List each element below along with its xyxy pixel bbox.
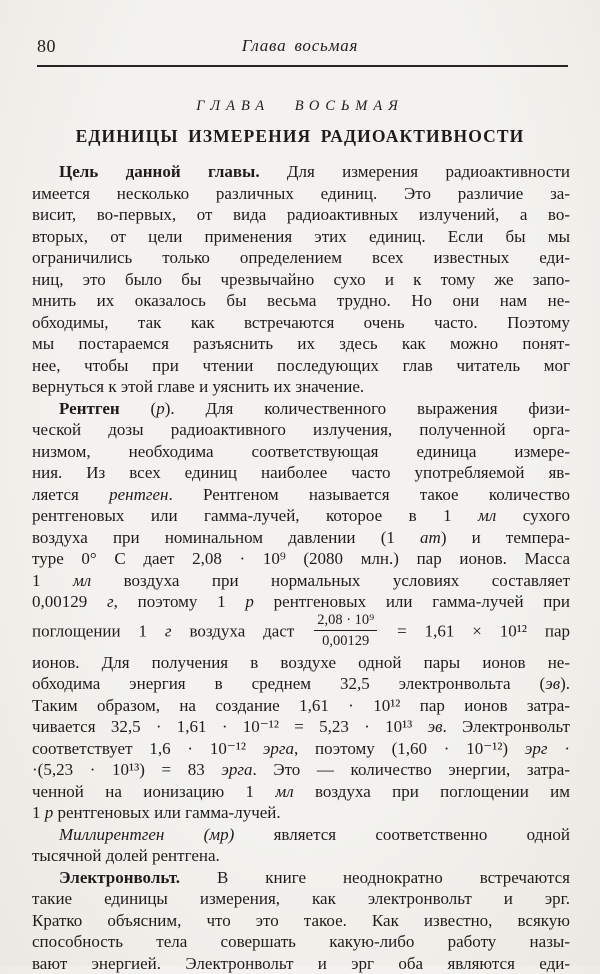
text-line — [32, 695, 570, 717]
text-line — [32, 738, 570, 760]
italic-term: г — [107, 592, 114, 611]
text-segment: ионов. Для получения в воздухе одной пары ионов не- — [32, 652, 570, 672]
text-segment: вернуться к этой главе и уяснить их значение. — [32, 377, 365, 396]
text-segment: ляется — [32, 484, 110, 504]
page-number: 80 — [37, 36, 56, 56]
text-line — [32, 183, 570, 205]
text-line — [32, 419, 570, 441]
text-segment: . Электронвольт — [442, 717, 570, 737]
text-segment: воздуха при номинальном давлении (1 — [32, 527, 421, 547]
italic-term: эрга — [221, 760, 253, 780]
italic-term: ат — [420, 527, 441, 547]
text-segment: = 1,61 × 10¹² пар — [379, 621, 570, 641]
running-header: Глава восьмая — [241, 36, 359, 55]
text-segment: ). — [560, 674, 570, 694]
italic-term: эв — [427, 717, 443, 737]
text-segment: мы постараемся разъяснить их здесь как можно понят- — [32, 334, 570, 353]
italic-term: эрга — [262, 738, 294, 758]
text-line — [32, 953, 570, 974]
italic-term: мл — [72, 570, 92, 590]
text-line — [32, 269, 570, 291]
text-segment: Для измерения радиоактивности — [259, 162, 570, 181]
text-line — [32, 673, 570, 695]
text-segment: воздуха при нормальных условиях составляет — [91, 570, 571, 590]
text-segment: туре 0° С дает 2,08 · 10⁹ (2080 млн.) пар ионов. Масса — [32, 549, 570, 568]
bold-lead-in: Цель данной главы. — [59, 162, 260, 181]
text-segment: ченной на ионизацию 1 — [32, 781, 276, 801]
text-segment: висит, во-первых, от вида радиоактивных излучений, а во- — [32, 205, 570, 224]
text-line — [32, 931, 570, 953]
text-segment: . Это — количество энергии, затра- — [252, 760, 570, 780]
text-segment: поглощении 1 — [32, 621, 165, 641]
text-segment: · — [547, 738, 570, 758]
text-line — [32, 355, 570, 377]
text-segment: , поэтому (1,60 · 10⁻¹²) — [293, 738, 525, 758]
text-segment: рентгеновых или гамма-лучей. — [53, 803, 281, 823]
text-segment: обходима энергия в среднем 32,5 электронвольта ( — [32, 674, 546, 694]
italic-term: рентген — [109, 484, 169, 504]
text-segment: вторых, от цели применения этих единиц. Если бы мы — [32, 226, 570, 246]
header-rule — [37, 65, 568, 67]
italic-term: эрг — [524, 738, 548, 758]
text-line — [32, 716, 570, 738]
text-segment: низмом, необходима соответствующая единица измере- — [32, 441, 570, 461]
text-line — [32, 333, 570, 355]
text-line — [32, 527, 570, 549]
body-text — [0, 161, 600, 974]
text-segment: ). Для количественного выражения физи- — [164, 398, 571, 418]
text-segment: тысячной долей рентгена. — [32, 846, 220, 866]
italic-term: р — [44, 803, 54, 823]
italic-term: эв — [545, 674, 561, 694]
text-line — [32, 398, 570, 420]
text-segment: ния. Из всех единиц наиболее часто употребляемой яв- — [32, 463, 570, 482]
text-line — [32, 226, 570, 248]
text-segment: Кратко объясним, что это такое. Как известно, всякую — [32, 910, 570, 930]
italic-term: Миллирентген (мр) — [59, 824, 235, 844]
fraction-numerator: 2,08 · 10⁹ — [314, 611, 377, 631]
fraction-denominator: 0,00129 — [322, 632, 370, 649]
chapter-title: ЕДИНИЦЫ ИЗМЕРЕНИЯ РАДИОАКТИВНОСТИ — [75, 126, 525, 146]
italic-term: р — [245, 592, 254, 611]
text-segment: рентгеновых или гамма-лучей при — [253, 592, 571, 611]
text-segment: 1 — [32, 570, 73, 590]
text-segment: сухого — [496, 506, 570, 525]
text-segment: рентгеновых или гамма-лучей, которое в 1 — [32, 506, 479, 525]
chapter-kicker: ГЛАВА ВОСЬМАЯ — [196, 98, 404, 114]
text-segment: имеется несколько различных единиц. Это различие за- — [32, 183, 570, 203]
text-line — [32, 290, 570, 312]
text-segment: такие единицы измерения, как электронвольт и эрг. — [32, 889, 570, 909]
text-line — [32, 910, 570, 932]
text-segment: ческой дозы радиоактивного излучения, полученной орга- — [32, 420, 570, 439]
page-header — [0, 0, 600, 60]
text-segment: ( — [119, 398, 157, 418]
text-line — [32, 652, 570, 674]
italic-term: г — [164, 621, 172, 641]
text-line — [32, 505, 570, 527]
text-line — [32, 484, 570, 506]
inline-fraction — [314, 611, 377, 650]
text-line — [32, 759, 570, 781]
text-line — [32, 462, 570, 484]
text-segment: , поэтому 1 — [113, 592, 246, 611]
text-line — [32, 312, 570, 334]
text-line — [32, 613, 570, 652]
bold-lead-in: Электронвольт. — [59, 867, 181, 887]
text-segment: является соответственно одной — [234, 824, 570, 844]
text-segment: чивается 32,5 · 1,61 · 10⁻¹² = 5,23 · 10¹³ — [32, 717, 428, 737]
text-line — [32, 548, 570, 570]
text-segment: обходимы, так как встречаются очень часто. Поэтому — [32, 312, 570, 332]
text-segment: . Рентгеном называется такое количество — [168, 484, 570, 504]
italic-term: р — [156, 398, 165, 418]
text-line — [32, 161, 570, 183]
text-line — [32, 204, 570, 226]
bold-lead-in: Рентген — [59, 398, 120, 418]
text-line — [32, 867, 570, 889]
text-segment: В книге неоднократно встречаются — [180, 867, 570, 887]
text-segment: соответствует 1,6 · 10⁻¹² — [32, 738, 263, 758]
text-line — [32, 824, 570, 846]
text-segment: воздуха при поглощении им — [293, 781, 570, 801]
text-line — [32, 781, 570, 803]
text-segment: ) и темпера- — [440, 527, 571, 547]
text-segment: Таким образом, на создание 1,61 · 10¹² пар ионов затра- — [32, 695, 570, 715]
text-line — [32, 591, 570, 613]
text-segment: способность тела совершать какую-либо работу назы- — [32, 932, 570, 952]
text-segment: 1 — [32, 803, 45, 823]
text-segment: вают энергией. Электронвольт и эрг оба являются еди- — [32, 953, 570, 973]
text-segment: 0,00129 — [32, 592, 108, 611]
text-line — [32, 888, 570, 910]
text-segment: нее, чтобы при чтении последующих глав читатель мог — [32, 355, 570, 375]
text-segment: ниц, это было бы чрезвычайно сухо и к тому же запо- — [32, 269, 570, 289]
text-segment: мнить их оказалось бы весьма трудно. Но они нам не- — [32, 291, 570, 310]
text-segment: ограничились только определением всех известных еди- — [32, 248, 570, 267]
text-line — [32, 570, 570, 592]
text-line — [32, 441, 570, 463]
italic-term: мл — [275, 781, 294, 801]
italic-term: мл — [478, 506, 497, 525]
text-segment: ·(5,23 · 10¹³) = 83 — [32, 760, 222, 780]
text-line — [32, 845, 570, 867]
text-line — [32, 376, 570, 398]
text-line — [32, 802, 570, 824]
text-line — [32, 247, 570, 269]
text-segment: воздуха даст — [171, 621, 313, 641]
